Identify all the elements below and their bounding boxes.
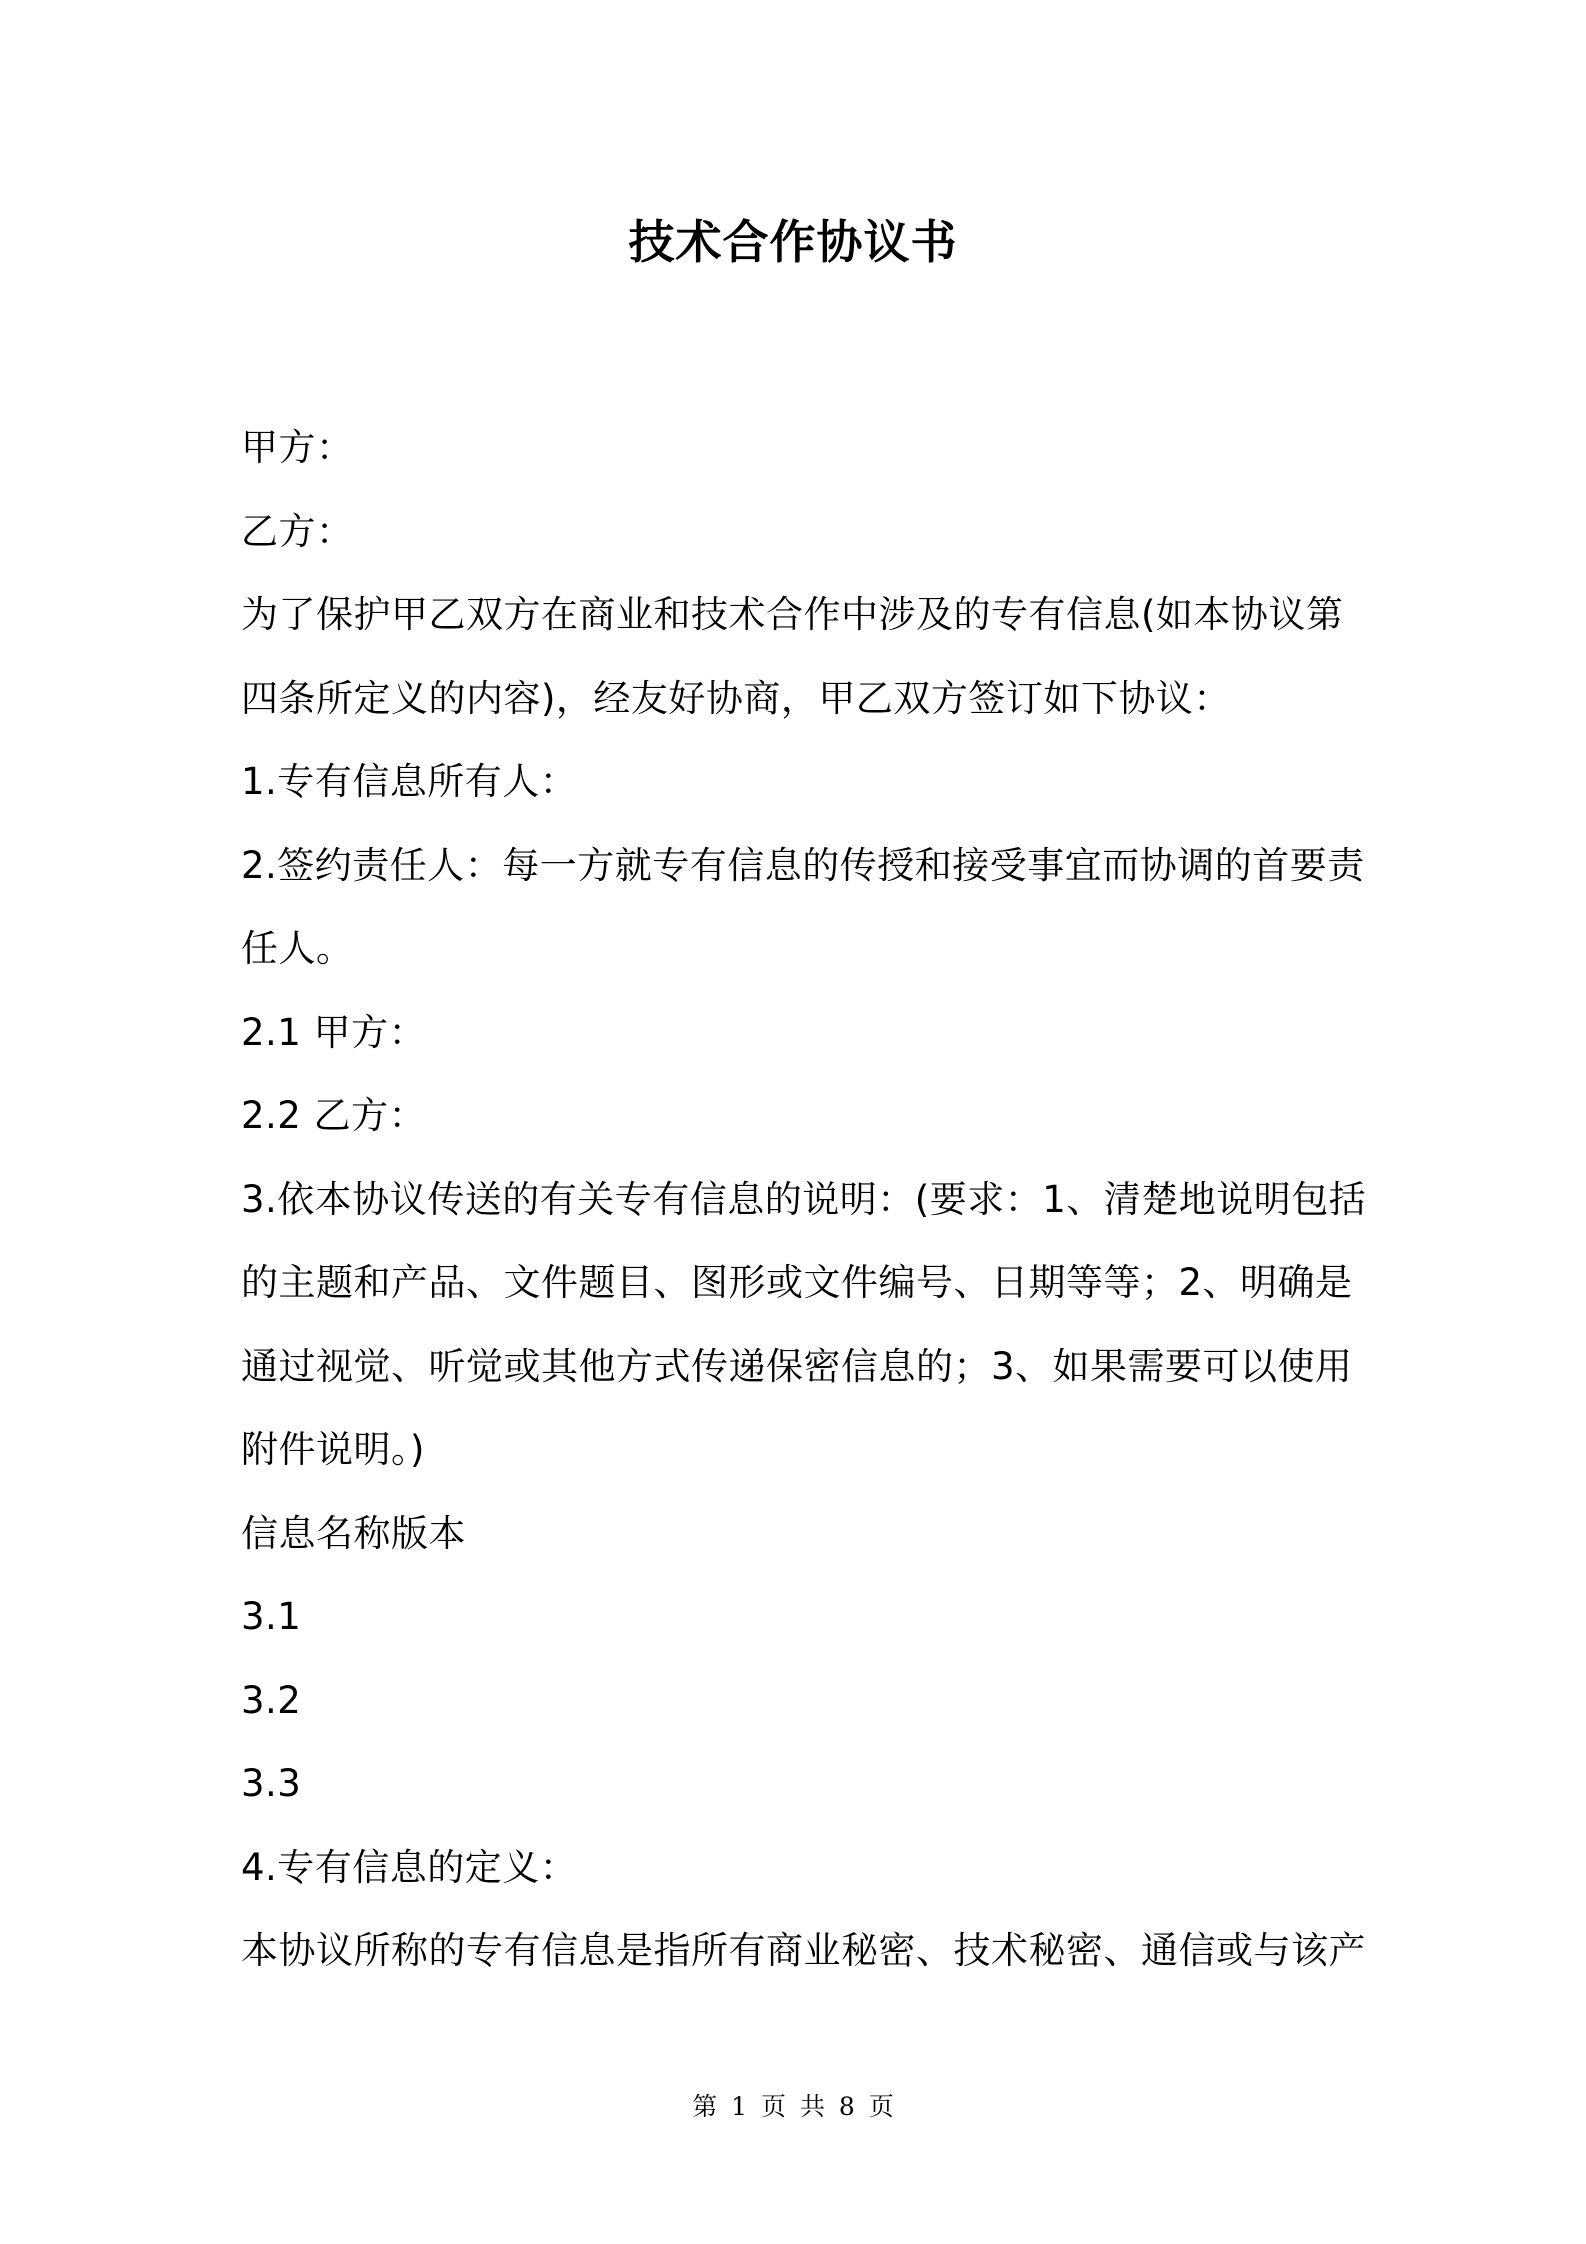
paragraph-line: 任人。 [241,927,354,970]
paragraph-line: 为了保护甲乙双方在商业和技术合作中涉及的专有信息(如本协议第 [241,593,1344,636]
paragraph-line: 附件说明。) [241,1428,425,1471]
paragraph-line: 3.依本协议传送的有关专有信息的说明：(要求：1、清楚地说明包括 [241,1177,1367,1221]
paragraph-line: 1.专有信息所有人： [241,760,578,803]
page-number-footer: 第 1 页 共 8 页 [692,2092,894,2121]
document-body [241,406,1367,1993]
paragraph-line: 本协议所称的专有信息是指所有商业秘密、技术秘密、通信或与该产 [241,1929,1366,1972]
paragraph-line: 通过视觉、听觉或其他方式传递保密信息的；3、如果需要可以使用 [241,1344,1353,1388]
party-a-line: 甲方： [241,426,354,469]
party-b-line: 乙方： [241,509,354,553]
paragraph-line: 信息名称版本 [241,1511,466,1555]
paragraph-line: 四条所定义的内容)，经友好协商，甲乙双方签订如下协议： [241,676,1231,720]
paragraph-line: 2.1 甲方： [241,1010,427,1054]
paragraph-line: 2.签约责任人：每一方就专有信息的传授和接受事宜而协调的首要责 [241,843,1365,887]
paragraph-line: 4.专有信息的定义： [241,1845,578,1889]
paragraph-line: 的主题和产品、文件题目、图形或文件编号、日期等等；2、明确是 [241,1261,1353,1304]
document-title: 技术合作协议书 [628,215,958,269]
paragraph-line: 3.3 [241,1762,302,1805]
paragraph-line: 3.1 [241,1595,302,1638]
paragraph-line: 2.2 乙方： [241,1094,427,1137]
paragraph-line: 3.2 [241,1678,302,1722]
